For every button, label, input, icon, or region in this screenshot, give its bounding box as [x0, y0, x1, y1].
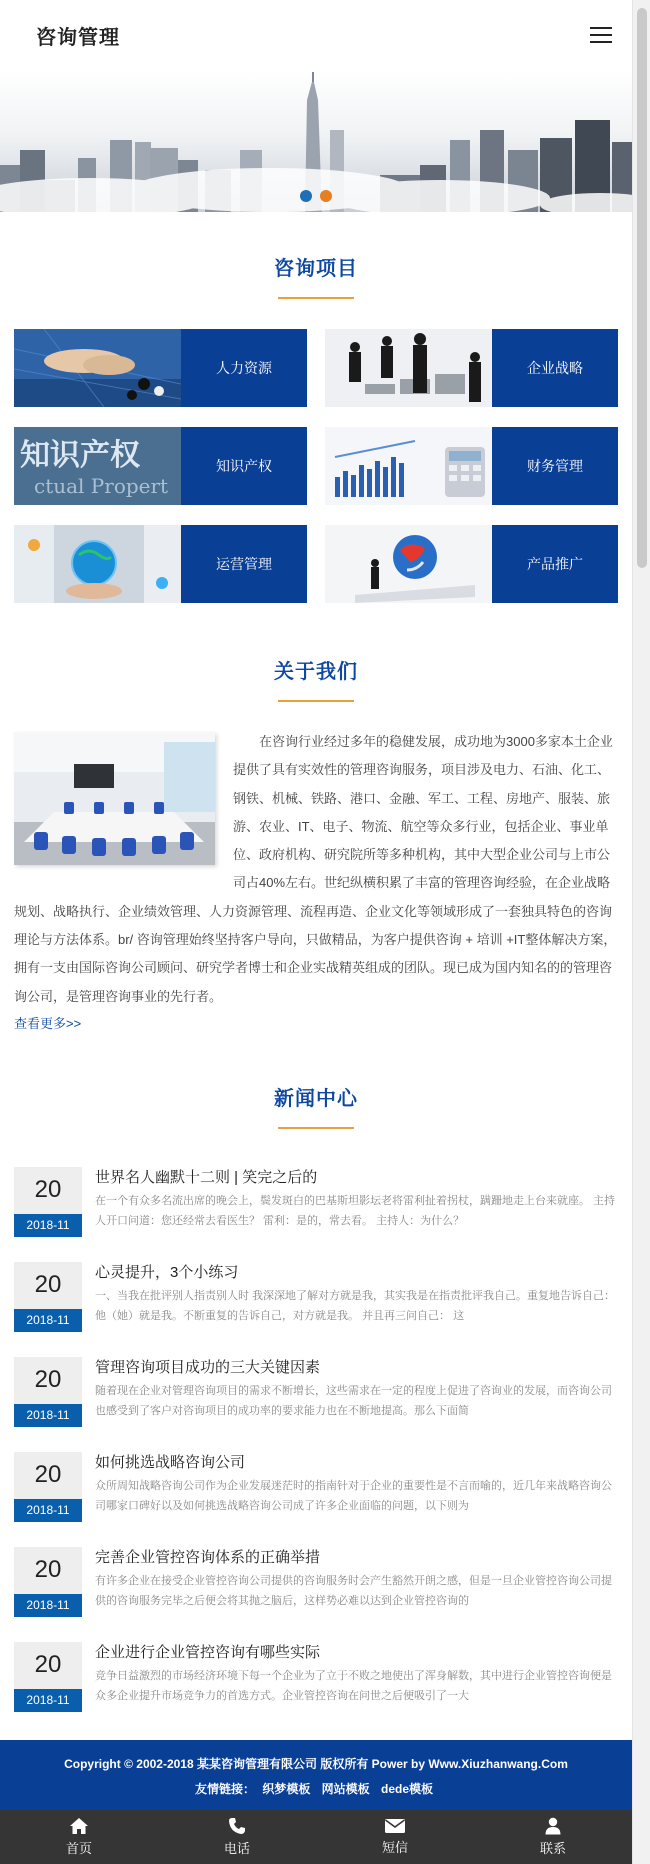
- news-date-month: 2018-11: [14, 1499, 82, 1522]
- friend-link-templates[interactable]: 网站模板: [321, 1782, 370, 1796]
- nav-sms[interactable]: [316, 1810, 474, 1864]
- news-item[interactable]: [14, 1167, 618, 1237]
- news-date-day: 20: [14, 1167, 82, 1214]
- service-label: 财务管理: [492, 427, 618, 505]
- service-label: 产品推广: [492, 525, 618, 603]
- scrollbar-thumb[interactable]: [637, 8, 647, 568]
- nav-label: 电话: [223, 1841, 250, 1856]
- news-date-month: 2018-11: [14, 1214, 82, 1237]
- site-header: [0, 0, 632, 70]
- news-date-day: 20: [14, 1357, 82, 1404]
- services-title: 咨询项目: [274, 258, 358, 280]
- news-summary: 一、当我在批评别人指责别人时 我深深地了解对方就是我，其实我是在指责批评我自己。重复地告诉自己：他（她）就是我。不断重复的告诉自己，对方就是我。 并且再三问自己： 这: [95, 1289, 616, 1322]
- envelope-icon: [384, 1818, 406, 1834]
- home-icon: [69, 1817, 89, 1835]
- news-date-month: 2018-11: [14, 1689, 82, 1712]
- news-summary: 众所周知战略咨询公司作为企业发展迷茫时的指南针对于企业的重要性是不言而喻的，近几年来战略咨询公司哪家口碑好以及如何挑选战略咨询公司成了许多企业面临的问题，以下则为: [95, 1479, 612, 1512]
- service-image-promotion: [325, 525, 492, 603]
- news-headline[interactable]: 企业进行企业管控咨询有哪些实际: [95, 1643, 321, 1661]
- slider-dot-2[interactable]: [320, 190, 332, 202]
- bottom-nav-bar: [0, 1810, 632, 1864]
- news-headline[interactable]: 心灵提升，3个小练习: [95, 1263, 239, 1281]
- service-image-globe: [14, 525, 181, 603]
- slider-dots: [300, 190, 332, 202]
- view-more-link[interactable]: 查看更多>>: [14, 1015, 82, 1031]
- service-label: 运营管理: [181, 525, 307, 603]
- svg-text:知识产权: 知识产权: [20, 438, 140, 473]
- nav-contact[interactable]: [474, 1810, 632, 1864]
- news-body: [82, 1357, 618, 1427]
- news-headline[interactable]: 世界名人幽默十二则 | 笑完之后的: [95, 1168, 318, 1186]
- nav-label: 联系: [539, 1841, 566, 1856]
- news-date: [14, 1357, 82, 1427]
- services-grid: [0, 329, 632, 603]
- news-date: [14, 1642, 82, 1712]
- nav-home[interactable]: [0, 1810, 158, 1864]
- friend-links: [0, 1777, 632, 1802]
- service-image-businessmen: [325, 329, 492, 407]
- news-date-month: 2018-11: [14, 1309, 82, 1332]
- friend-links-label: 友情链接：: [194, 1782, 255, 1796]
- service-label: 知识产权: [181, 427, 307, 505]
- phone-icon: [228, 1817, 246, 1835]
- services-heading: [0, 252, 632, 299]
- news-body: [82, 1452, 618, 1522]
- news-summary: 随着现在企业对管理咨询项目的需求不断增长，这些需求在一定的程度上促进了咨询业的发展，而咨询公司也感受到了客户对咨询项目的成功率的要求能力也在不断地提高。那么下面简: [95, 1384, 612, 1417]
- service-label: 企业战略: [492, 329, 618, 407]
- news-headline[interactable]: 管理咨询项目成功的三大关键因素: [95, 1358, 321, 1376]
- news-item[interactable]: [14, 1357, 618, 1427]
- copyright-text: Copyright © 2002-2018 某某咨询管理有限公司 版权所有 Power by Www.Xiuzhanwang.Com: [64, 1757, 568, 1771]
- site-footer: [0, 1740, 632, 1810]
- news-item[interactable]: [14, 1262, 618, 1332]
- news-headline[interactable]: 完善企业管控咨询体系的正确举措: [95, 1548, 321, 1566]
- news-item[interactable]: [14, 1642, 618, 1712]
- news-item[interactable]: [14, 1547, 618, 1617]
- service-image-handshake: [14, 329, 181, 407]
- title-underline: [278, 297, 354, 299]
- news-date-day: 20: [14, 1547, 82, 1594]
- news-summary: 有许多企业在接受企业管控咨询公司提供的咨询服务时会产生豁然开朗之感，但是一旦企业管控咨询公司提供的咨询服务完毕之后便会将其抛之脑后，这样势必难以达到企业管控咨询的: [95, 1574, 612, 1607]
- service-operations-management[interactable]: [14, 525, 307, 603]
- service-image-charts: [325, 427, 492, 505]
- title-underline: [278, 700, 354, 702]
- conference-room-image: [14, 732, 215, 865]
- svg-text:ctual Propert: ctual Propert: [34, 474, 169, 498]
- nav-label: 首页: [65, 1841, 92, 1856]
- about-heading: [0, 655, 632, 702]
- news-summary: 在一个有众多名流出席的晚会上，鬓发斑白的巴基斯坦影坛老将雷利扯着拐杖，蹒跚地走上台来就座。 主持人开口问道：您还经常去看医生？ 雷利：是的，常去看。 主持人：为什么？: [95, 1194, 616, 1227]
- news-headline[interactable]: 如何挑选战略咨询公司: [95, 1453, 246, 1471]
- news-heading: [0, 1082, 632, 1129]
- hamburger-menu-icon[interactable]: [590, 27, 612, 43]
- news-date: [14, 1262, 82, 1332]
- site-logo[interactable]: 咨询管理: [36, 24, 120, 49]
- news-date-month: 2018-11: [14, 1594, 82, 1617]
- nav-label: 短信: [381, 1840, 408, 1855]
- friend-link-dede[interactable]: dede模板: [381, 1782, 434, 1796]
- about-section: [0, 728, 632, 1032]
- news-body: [82, 1262, 618, 1332]
- slider-dot-1[interactable]: [300, 190, 312, 202]
- service-financial-management[interactable]: [325, 427, 618, 505]
- news-date: [14, 1452, 82, 1522]
- news-body: [82, 1642, 618, 1712]
- news-date-month: 2018-11: [14, 1404, 82, 1427]
- service-label: 人力资源: [181, 329, 307, 407]
- news-date: [14, 1167, 82, 1237]
- service-product-promotion[interactable]: [325, 525, 618, 603]
- nav-phone[interactable]: [158, 1810, 316, 1864]
- news-body: [82, 1167, 618, 1237]
- news-date: [14, 1547, 82, 1617]
- service-enterprise-strategy[interactable]: [325, 329, 618, 407]
- service-image-intellectual-property: [14, 427, 181, 505]
- news-date-day: 20: [14, 1642, 82, 1689]
- hero-banner[interactable]: [0, 70, 632, 212]
- news-date-day: 20: [14, 1452, 82, 1499]
- title-underline: [278, 1127, 354, 1129]
- about-title: 关于我们: [274, 661, 358, 683]
- news-summary: 竞争日益激烈的市场经济环境下每一个企业为了立于不败之地使出了浑身解数，其中进行企业管控咨询便是众多企业提升市场竞争力的首选方式。企业管控咨询在问世之后便吸引了一大: [95, 1669, 612, 1702]
- friend-link-dedecms[interactable]: 织梦模板: [262, 1782, 311, 1796]
- news-list: [0, 1167, 632, 1712]
- user-icon: [544, 1817, 562, 1835]
- scrollbar[interactable]: [632, 0, 650, 1864]
- news-body: [82, 1547, 618, 1617]
- news-date-day: 20: [14, 1262, 82, 1309]
- about-description: 在咨询行业经过多年的稳健发展，成功地为3000多家本土企业提供了具有实效性的管理咨询服务，项目涉及电力、石油、化工、钢铁、机械、铁路、港口、金融、军工、工程、房地产、服装、旅游、农业、IT、电子、物流、航空等众多行业，包括企业、事业单位、政府机构、研究院所等多种机构，其中大型企业公司与上市公司占40%左右。世纪纵横积累了丰富的管理咨询经验，在企业战略规划、战略执行、企业绩效管理、人力资源管理、流程再造、企业文化等领域形成了一套独具特色的咨询理论与方法体系。br/ 咨询管理始终坚持客户导向，只做精品，为客户提供咨询 + 培训 +IT整体解决方案，拥有一支由国际咨询公司顾问、研究学者博士和企业实战精英组成的团队。现已成为国内知名的的管理咨询公司，是管理咨询事业的先行者。: [14, 734, 617, 1004]
- news-item[interactable]: [14, 1452, 618, 1522]
- service-intellectual-property[interactable]: [14, 427, 307, 505]
- news-title: 新闻中心: [274, 1087, 358, 1110]
- service-human-resources[interactable]: [14, 329, 307, 407]
